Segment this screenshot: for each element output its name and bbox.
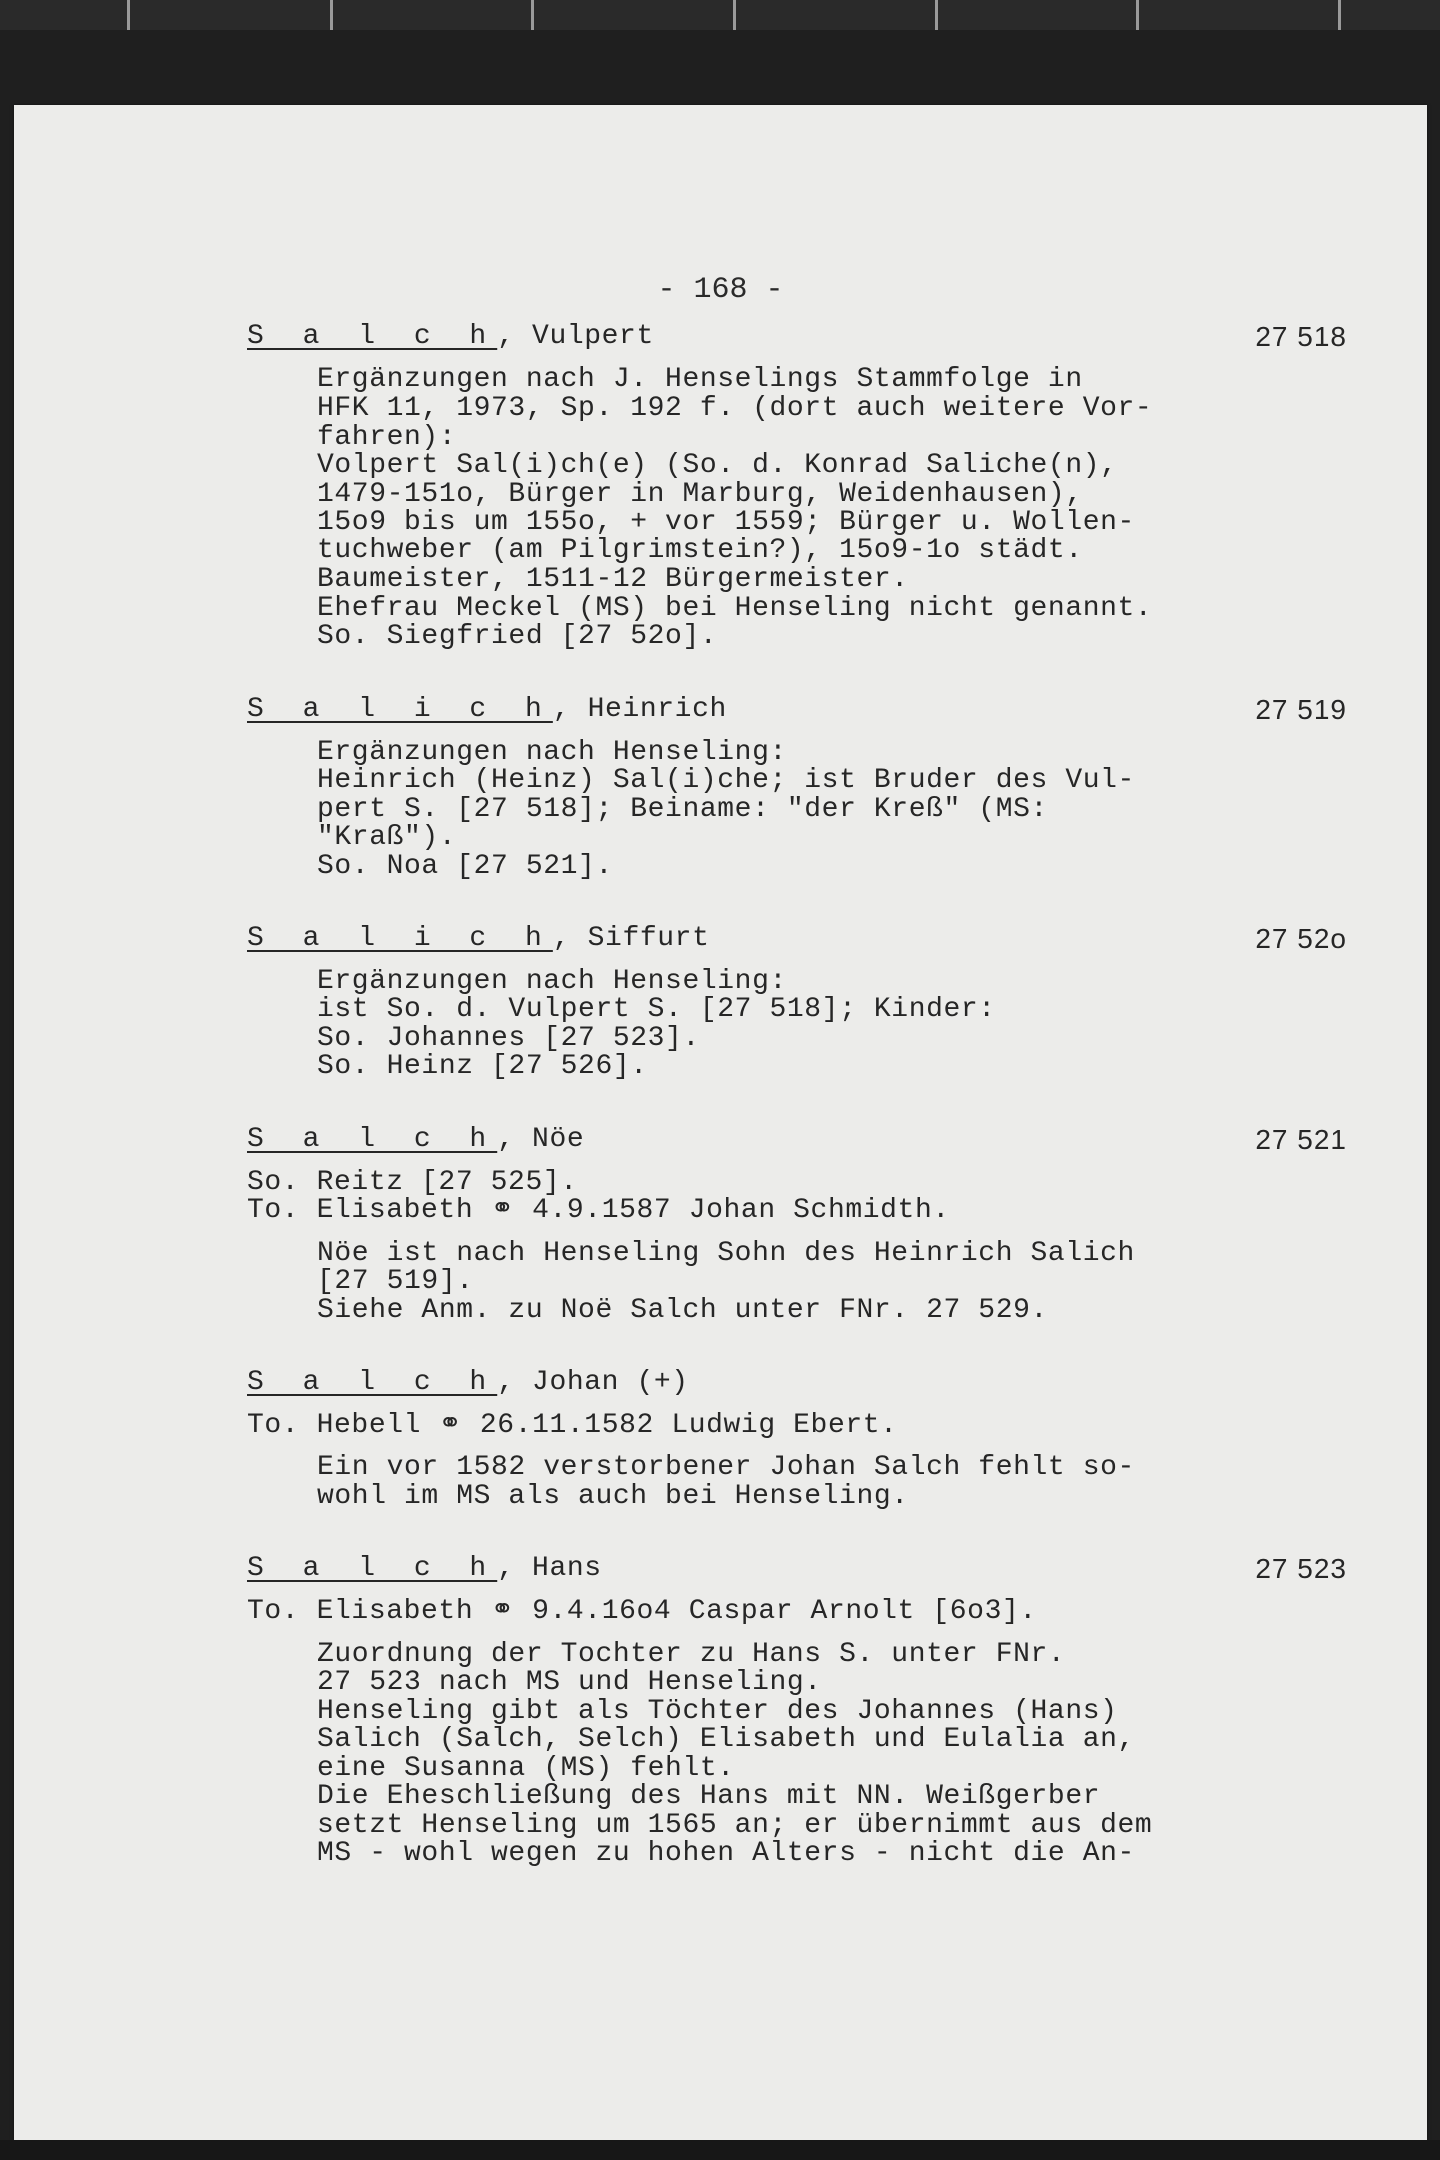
entry-surname: S a l c h	[247, 321, 498, 352]
entry-text-line: fahren):	[317, 422, 457, 453]
entry-text-line: Zuordnung der Tochter zu Hans S. unter FNr.	[317, 1639, 1066, 1670]
entry-text-line: Die Eheschließung des Hans mit NN. Weißgerber	[317, 1781, 1101, 1812]
entry-text-line: ist So. d. Vulpert S. [27 518]; Kinder:	[317, 994, 996, 1025]
entry-text-line: [27 519].	[317, 1266, 474, 1297]
entry-heading	[247, 924, 709, 953]
family-number: 27 519	[1255, 694, 1347, 725]
entry-text-line: Baumeister, 1511-12 Bürgermeister.	[317, 564, 909, 595]
entry-text-line: eine Susanna (MS) fehlt.	[317, 1753, 735, 1784]
entry-text-line: Volpert Sal(i)ch(e) (So. d. Konrad Saliche(n),	[317, 450, 1118, 481]
entry-surname: S a l i c h	[247, 694, 553, 725]
entry-surname: S a l c h	[247, 1367, 498, 1398]
entry-text-line: MS - wohl wegen zu hohen Alters - nicht die An-	[317, 1838, 1135, 1869]
family-number: 27 52o	[1255, 923, 1347, 954]
entry-text-line: setzt Henseling um 1565 an; er übernimmt aus dem	[317, 1810, 1153, 1841]
entry-given-name: , Johan (+)	[497, 1367, 689, 1398]
entry-text-line: 1479-151o, Bürger in Marburg, Weidenhausen),	[317, 479, 1083, 510]
child-line: To. Hebell ⚭ 26.11.1582 Ludwig Ebert.	[247, 1410, 898, 1441]
entry-text-line: 27 523 nach MS und Henseling.	[317, 1667, 822, 1698]
entry-given-name: , Vulpert	[497, 321, 654, 352]
entry-text-line: 15o9 bis um 155o, + vor 1559; Bürger u. Wollen-	[317, 507, 1135, 538]
entry-text-line: Ergänzungen nach Henseling:	[317, 966, 787, 997]
entry-surname: S a l c h	[247, 1553, 498, 1584]
entry-text-line: wohl im MS als auch bei Henseling.	[317, 1481, 909, 1512]
entry-heading	[247, 1554, 602, 1583]
entry-text-line: Siehe Anm. zu Noë Salch unter FNr. 27 529.	[317, 1295, 1048, 1326]
entry-surname: S a l i c h	[247, 923, 553, 954]
entry-text-line: Heinrich (Heinz) Sal(i)che; ist Bruder des Vul-	[317, 765, 1135, 796]
entry-text-line: Ehefrau Meckel (MS) bei Henseling nicht genannt.	[317, 593, 1153, 624]
child-line: To. Elisabeth ⚭ 9.4.16o4 Caspar Arnolt [6o3].	[247, 1596, 1037, 1627]
entry-given-name: , Hans	[497, 1553, 602, 1584]
scan-bottom-edge	[0, 2140, 1440, 2160]
family-number: 27 523	[1255, 1553, 1347, 1584]
entry-text-line: So. Johannes [27 523].	[317, 1023, 700, 1054]
family-number: 27 521	[1255, 1124, 1347, 1155]
entry-text-line: pert S. [27 518]; Beiname: "der Kreß" (MS:	[317, 794, 1048, 825]
entry-text-line: So. Heinz [27 526].	[317, 1051, 648, 1082]
entry-text-line: So. Noa [27 521].	[317, 851, 613, 882]
entry-surname: S a l c h	[247, 1124, 498, 1155]
document-page	[14, 105, 1427, 2140]
entry-heading	[247, 322, 654, 351]
entry-text-line: HFK 11, 1973, Sp. 192 f. (dort auch weitere Vor-	[317, 393, 1153, 424]
family-number: 27 518	[1255, 321, 1347, 352]
entry-text-line: Nöe ist nach Henseling Sohn des Heinrich Salich	[317, 1238, 1135, 1269]
entry-text-line: Ergänzungen nach Henseling:	[317, 737, 787, 768]
entry-given-name: , Siffurt	[552, 923, 710, 954]
entry-given-name: , Heinrich	[552, 694, 727, 725]
entry-heading	[247, 1368, 689, 1397]
entry-text-line: "Kraß").	[317, 822, 457, 853]
entry-text-line: tuchweber (am Pilgrimstein?), 15o9-1o städt.	[317, 535, 1083, 566]
entry-text-line: Henseling gibt als Töchter des Johannes (Hans)	[317, 1696, 1118, 1727]
entry-heading	[247, 1125, 584, 1154]
child-line: To. Elisabeth ⚭ 4.9.1587 Johan Schmidth.	[247, 1195, 950, 1226]
entry-heading	[247, 695, 727, 724]
scan-top-strip	[0, 0, 1440, 30]
entry-text-line: Ergänzungen nach J. Henselings Stammfolge in	[317, 364, 1083, 395]
entry-given-name: , Nöe	[497, 1124, 585, 1155]
entry-text-line: Ein vor 1582 verstorbener Johan Salch fehlt so-	[317, 1452, 1135, 1483]
entry-text-line: Salich (Salch, Selch) Elisabeth und Eulalia an,	[317, 1724, 1135, 1755]
entry-text-line: So. Siegfried [27 52o].	[317, 621, 718, 652]
child-line: So. Reitz [27 525].	[247, 1167, 578, 1198]
page-number: - 168 -	[657, 273, 784, 307]
